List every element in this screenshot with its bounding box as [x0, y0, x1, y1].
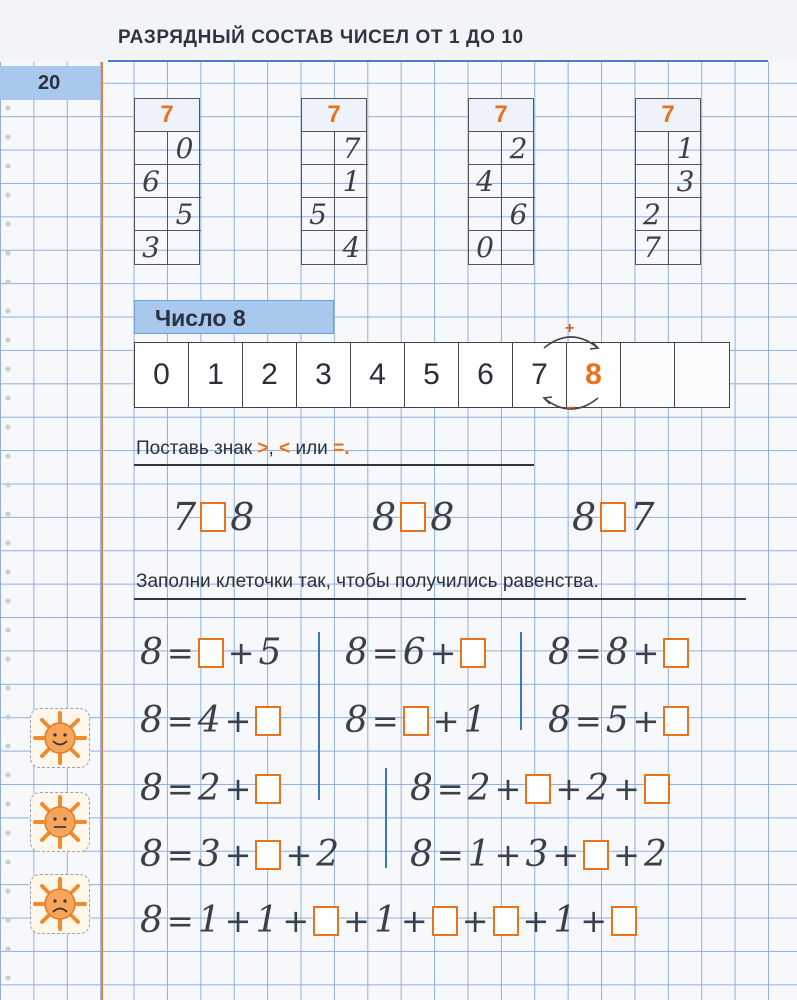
number-cell [621, 343, 675, 407]
operator: = [166, 835, 194, 874]
instruction-text: Поставь знак [136, 438, 253, 459]
operator: + [432, 701, 460, 740]
answer-box[interactable] [611, 906, 637, 936]
house-cell[interactable] [669, 198, 702, 231]
equation-number: 2 [467, 768, 491, 809]
answer-box[interactable] [493, 906, 519, 936]
equation-number: 2 [197, 768, 221, 809]
house-4 [635, 98, 701, 265]
house-cell[interactable] [502, 231, 535, 264]
column-divider [318, 632, 320, 800]
answer-box[interactable] [313, 906, 339, 936]
house-top-number: 7 [134, 98, 200, 131]
equation [410, 768, 670, 809]
house-cell[interactable]: 4 [469, 165, 502, 198]
equation-number: 8 [140, 700, 163, 741]
house-cell[interactable]: 4 [342, 231, 361, 264]
equation-number: 1 [463, 700, 487, 741]
comparison-left: 8 [372, 495, 397, 539]
equation [345, 632, 486, 673]
operator: + [429, 633, 457, 672]
equation-number: 2 [643, 834, 667, 875]
house-cell[interactable]: 0 [168, 132, 201, 165]
equation [345, 700, 486, 741]
equals-sign: = [333, 438, 345, 459]
house-2 [301, 98, 367, 265]
equation-number: 5 [605, 700, 629, 741]
column-divider [520, 632, 522, 730]
comparison-2 [372, 495, 454, 539]
neutral-sun-icon[interactable] [30, 792, 90, 852]
house-cell[interactable] [636, 165, 669, 198]
comparison-right: 8 [230, 495, 255, 539]
equation [140, 768, 281, 809]
house-cell[interactable]: 7 [636, 231, 669, 264]
equation-number: 8 [548, 700, 571, 741]
answer-box[interactable] [198, 638, 224, 668]
operator: = [371, 701, 399, 740]
dot: . [344, 438, 350, 459]
equation [410, 834, 667, 875]
equation-number: 8 [548, 632, 571, 673]
equation-number: 6 [402, 632, 426, 673]
operator: = [371, 633, 399, 672]
task-fill-instruction: Заполни клеточки так, чтобы получились равенства. [136, 571, 599, 592]
house-top-number: 7 [635, 98, 701, 131]
operator: = [436, 835, 464, 874]
answer-box[interactable] [663, 638, 689, 668]
operator: + [343, 901, 370, 940]
comparison-1 [172, 495, 254, 539]
number-cell: 3 [297, 343, 351, 407]
operator: + [224, 769, 252, 808]
comparison-3 [572, 495, 654, 539]
house-cell[interactable] [669, 231, 702, 264]
margin-line [101, 62, 103, 1000]
equation-number: 8 [345, 632, 368, 673]
equation-number: 2 [316, 834, 340, 875]
equation [140, 900, 637, 941]
equation-number: 1 [255, 900, 279, 941]
equation-number: 4 [197, 700, 221, 741]
operator: + [552, 835, 580, 874]
answer-box[interactable] [432, 906, 458, 936]
answer-box[interactable] [400, 502, 426, 532]
operator: = [574, 633, 602, 672]
house-cell[interactable]: 0 [469, 231, 502, 264]
number-cell: 6 [459, 343, 513, 407]
operator: + [580, 901, 608, 940]
house-cell[interactable] [135, 132, 168, 165]
house-cell[interactable] [302, 231, 335, 264]
number-cell: 1 [189, 343, 243, 407]
answer-box[interactable] [460, 638, 486, 668]
operator: + [224, 835, 252, 874]
comparison-right: 8 [430, 495, 455, 539]
answer-box[interactable] [583, 840, 609, 870]
equation-number: 3 [197, 834, 221, 875]
page-number: 20 [0, 66, 100, 100]
operator: + [224, 701, 252, 740]
house-cell[interactable]: 7 [335, 132, 368, 165]
equation [140, 700, 281, 741]
house-cell[interactable]: 5 [302, 198, 335, 231]
spiral-binding [0, 100, 22, 980]
answer-box[interactable] [600, 502, 626, 532]
comparison-left: 7 [172, 495, 197, 539]
equation [548, 700, 689, 741]
operator: + [494, 835, 522, 874]
answer-box[interactable] [255, 840, 281, 870]
section-title: Число 8 [134, 300, 334, 334]
house-cell[interactable] [168, 231, 201, 264]
answer-box[interactable] [644, 774, 670, 804]
smiling-sun-icon[interactable] [30, 708, 90, 768]
operator: + [224, 901, 252, 940]
or-word: или [295, 438, 328, 459]
sad-sun-icon[interactable] [30, 874, 90, 934]
answer-box[interactable] [403, 706, 429, 736]
operator: = [574, 701, 602, 740]
operator: + [285, 835, 313, 874]
house-cell[interactable] [135, 198, 168, 231]
house-cell[interactable] [302, 165, 335, 198]
equation-number: 1 [197, 900, 221, 941]
house-cell[interactable]: 2 [636, 198, 669, 231]
operator: = [166, 701, 194, 740]
house-3 [468, 98, 534, 265]
house-cell[interactable]: 1 [669, 132, 702, 165]
equation [140, 834, 339, 875]
house-cell[interactable] [302, 132, 335, 165]
operator: + [494, 769, 522, 808]
operator: + [632, 701, 660, 740]
operator: = [166, 901, 194, 940]
number-cell: 5 [405, 343, 459, 407]
house-cell[interactable] [502, 165, 535, 198]
equation-number: 5 [258, 632, 282, 673]
equation-number: 3 [525, 834, 549, 875]
operator: + [400, 901, 428, 940]
number-cell: 2 [243, 343, 297, 407]
equation-number: 8 [140, 632, 163, 673]
house-cell[interactable] [636, 132, 669, 165]
number-cell [675, 343, 729, 407]
operator: = [166, 633, 194, 672]
title-underline [108, 60, 768, 62]
house-cell[interactable] [469, 198, 502, 231]
house-cell[interactable] [469, 132, 502, 165]
less-sign: < [279, 438, 291, 459]
equation [548, 632, 689, 673]
answer-box[interactable] [525, 774, 551, 804]
operator: + [613, 835, 640, 874]
equation-number: 8 [410, 834, 433, 875]
operator: + [555, 769, 583, 808]
house-cell[interactable]: 2 [502, 132, 535, 165]
house-cell[interactable]: 3 [135, 231, 168, 264]
answer-box[interactable] [255, 774, 281, 804]
equation-number: 1 [373, 900, 397, 941]
equation-number: 8 [345, 700, 368, 741]
operator: + [282, 901, 310, 940]
equation-number: 8 [140, 834, 163, 875]
operator: + [522, 901, 550, 940]
operator: = [436, 769, 464, 808]
number-cell: 0 [135, 343, 189, 407]
greater-sign: > [257, 438, 269, 459]
house-cell[interactable] [335, 198, 368, 231]
page-title: РАЗРЯДНЫЙ СОСТАВ ЧИСЕЛ ОТ 1 ДО 10 [118, 27, 524, 48]
equation-number: 2 [586, 768, 610, 809]
house-cell[interactable] [168, 165, 201, 198]
operator: = [166, 769, 194, 808]
operator: + [461, 901, 489, 940]
house-cell[interactable]: 5 [168, 198, 201, 231]
column-divider [385, 768, 387, 868]
number-cell: 7 [513, 343, 567, 407]
house-1 [134, 98, 200, 265]
house-top-number: 7 [468, 98, 534, 131]
house-cell[interactable]: 3 [669, 165, 702, 198]
operator: + [227, 633, 255, 672]
comma: , [268, 438, 274, 459]
house-cell[interactable]: 1 [335, 165, 368, 198]
comparison-right: 7 [630, 495, 655, 539]
operator: + [632, 633, 660, 672]
house-top-number: 7 [301, 98, 367, 131]
equation-number: 8 [605, 632, 629, 673]
instruction-underline [134, 598, 746, 600]
equation-number: 8 [140, 768, 163, 809]
equation-number: 1 [467, 834, 491, 875]
number-cell-highlighted: 8 [567, 343, 621, 407]
house-cell[interactable]: 6 [502, 198, 535, 231]
equation-number: 8 [410, 768, 433, 809]
minus-label: − [566, 400, 576, 417]
answer-box[interactable] [200, 502, 226, 532]
house-cell[interactable]: 6 [135, 165, 168, 198]
answer-box[interactable] [663, 706, 689, 736]
equation-number: 8 [140, 900, 163, 941]
plus-label: + [565, 320, 575, 337]
operator: + [613, 769, 640, 808]
task-compare-instruction [136, 438, 349, 460]
equation-number: 1 [553, 900, 577, 941]
number-row [134, 342, 730, 408]
equation [140, 632, 281, 673]
comparison-left: 8 [572, 495, 597, 539]
instruction-underline [134, 464, 534, 466]
number-cell: 4 [351, 343, 405, 407]
answer-box[interactable] [255, 706, 281, 736]
